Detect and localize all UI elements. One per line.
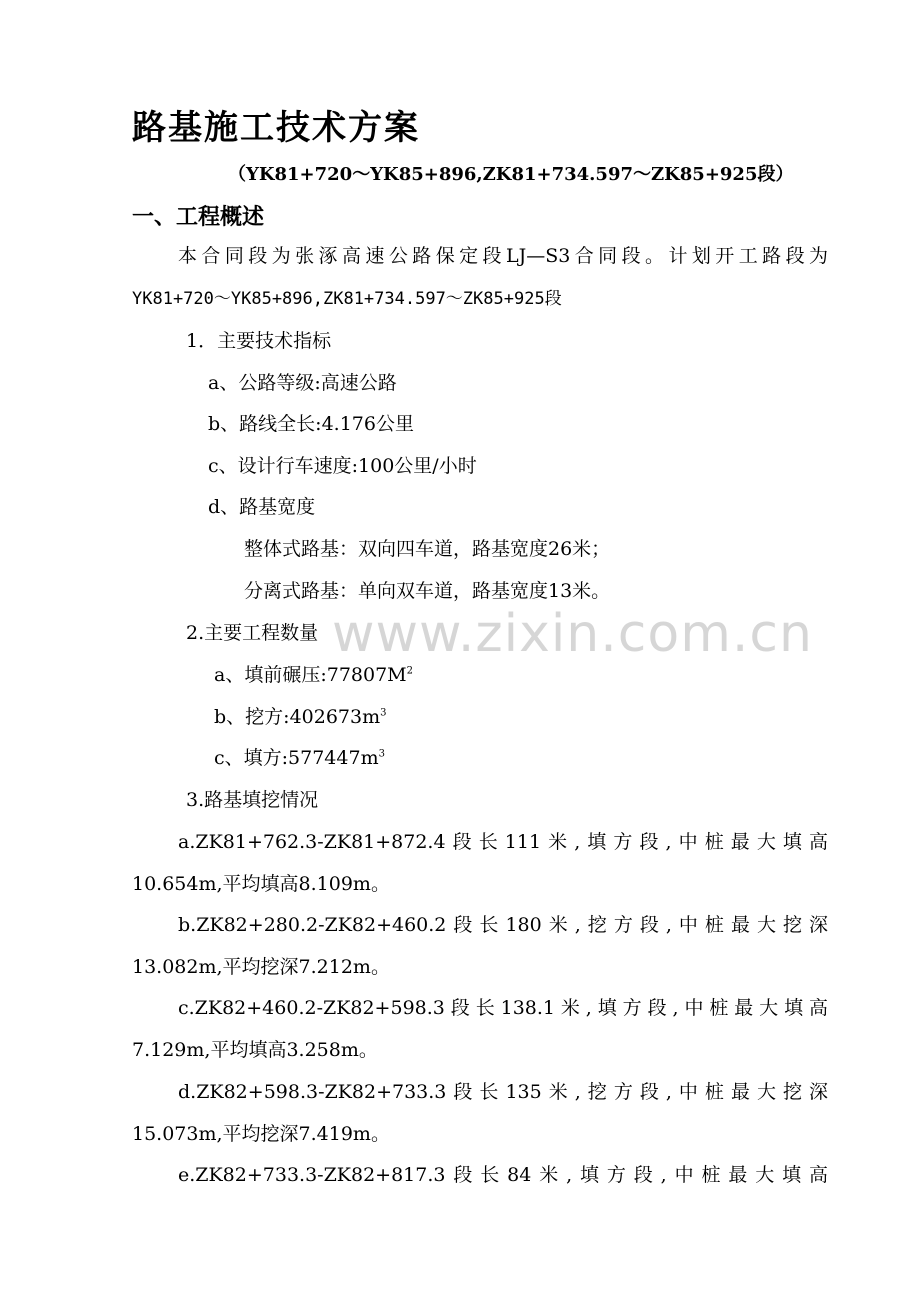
document-title: 路基施工技术方案	[132, 108, 420, 148]
tech-item-roadbed-width: d、路基宽度	[208, 496, 316, 518]
quantity-item-excavation	[214, 704, 387, 730]
fill-cut-heading: 3.路基填挖情况	[186, 789, 319, 811]
quantity-text: a、填前碾压:77807M	[214, 664, 407, 686]
quantity-text: b、挖方:402673m	[214, 706, 381, 728]
segment-b-line1: b.ZK82+280.2-ZK82+460.2段长180米,挖方段,中桩最大挖深	[178, 914, 828, 936]
watermark: www.zixin.com.cn	[332, 604, 813, 664]
quantity-unit-exponent: 2	[406, 665, 414, 677]
segment-c-line2: 7.129m,平均填高3.258m。	[132, 1039, 378, 1061]
tech-item-design-speed: c、设计行车速度:100公里/小时	[208, 455, 477, 477]
quantity-unit-exponent: 3	[380, 707, 387, 719]
segment-a-line2: 10.654m,平均填高8.109m。	[132, 873, 390, 895]
segment-d-line1: d.ZK82+598.3-ZK82+733.3段长135米,挖方段,中桩最大挖深	[178, 1081, 828, 1103]
segment-d-line2: 15.073m,平均挖深7.419m。	[132, 1123, 390, 1145]
quantity-unit-exponent: 3	[378, 748, 385, 760]
document-subtitle: （YK81+720～YK85+896,ZK81+734.597～ZK85+925段）	[228, 164, 794, 185]
tech-indicators-heading: 1．主要技术指标	[186, 330, 332, 352]
segment-c-line1: c.ZK82+460.2-ZK82+598.3段长138.1米,填方段,中桩最大填高	[178, 997, 828, 1019]
segment-b-line2: 13.082m,平均挖深7.212m。	[132, 956, 390, 978]
tech-item-road-grade: a、公路等级:高速公路	[208, 372, 397, 394]
section-heading-overview: 一、工程概述	[132, 204, 265, 230]
quantities-heading: 2.主要工程数量	[186, 622, 319, 644]
quantity-item-rolling	[214, 662, 413, 688]
tech-item-route-length: b、路线全长:4.176公里	[208, 413, 414, 435]
width-detail-separated: 分离式路基：单向双车道，路基宽度13米。	[244, 580, 611, 602]
intro-paragraph-line1: 本合同段为张涿高速公路保定段LJ—S3合同段。计划开工路段为	[178, 245, 828, 267]
quantity-text: c、填方:577447m	[214, 747, 379, 769]
quantity-item-fill	[214, 745, 385, 771]
width-detail-integral: 整体式路基：双向四车道，路基宽度26米；	[244, 538, 611, 560]
segment-e-line1: e.ZK82+733.3-ZK82+817.3段长84米,填方段,中桩最大填高	[178, 1164, 828, 1186]
intro-paragraph-line2: YK81+720～YK85+896,ZK81+734.597～ZK85+925段	[132, 289, 562, 309]
segment-a-line1: a.ZK81+762.3-ZK81+872.4段长111米,填方段,中桩最大填高	[178, 831, 828, 853]
